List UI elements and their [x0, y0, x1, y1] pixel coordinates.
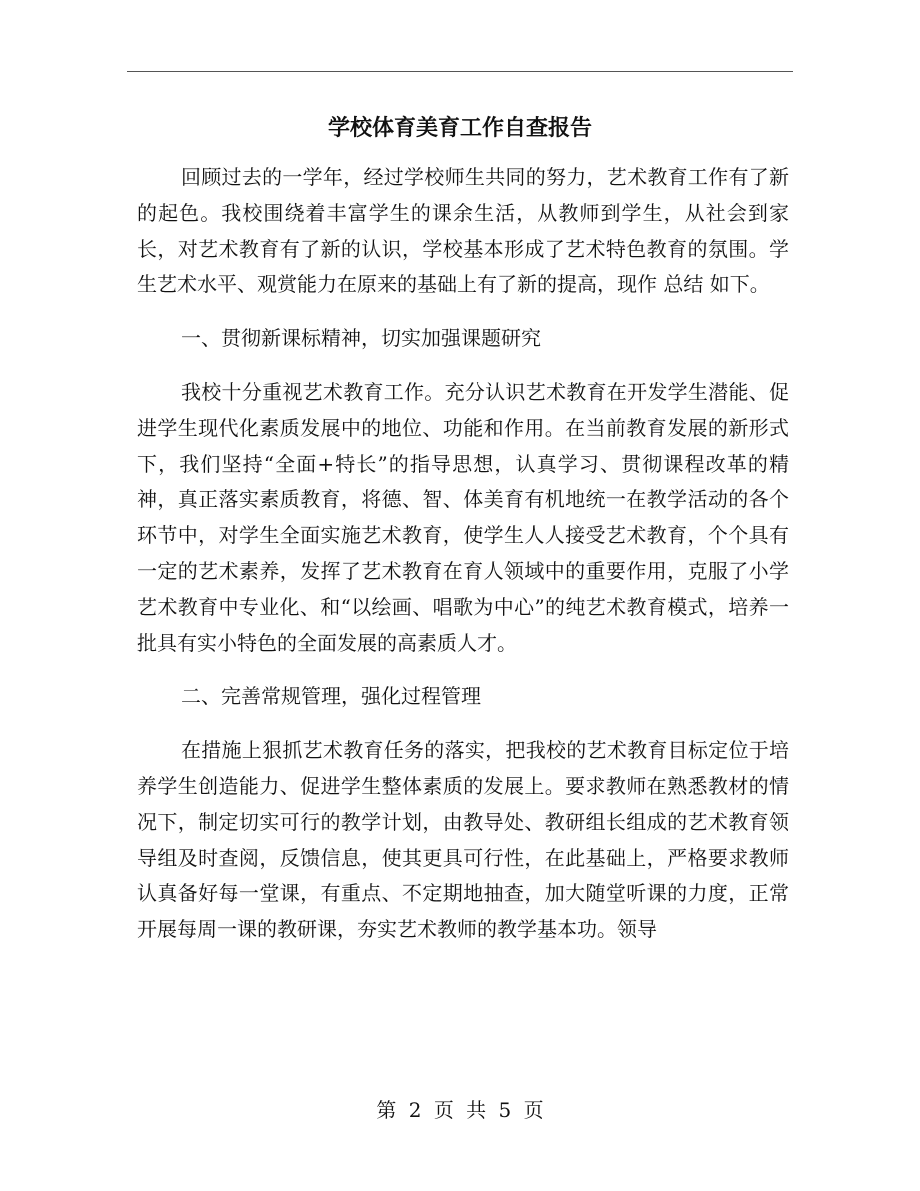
section-heading-2: 二、完善常规管理，强化过程管理 [181, 684, 481, 709]
section-heading-1: 一、贯彻新课标精神，切实加强课题研究 [181, 326, 541, 351]
section-paragraph-1: 我校十分重视艺术教育工作。充分认识艺术教育在开发学生潜能、促进学生现代化素质发展中的地位、功能和作用。在当前教育发展的新形式下，我们坚持“全面+特长”的指导思想，认真学习、贯彻课程改革的精神，真正落实素质教育，将德、智、体美育有机地统一在教学活动的各个环节中，对学生全面实施艺术教育，使学生人人接受艺术教育，个个具有一定的艺术素养，发挥了艺术教育在育人领域中的重要作用，克服了小学艺术教育中专业化、和“以绘画、唱歌为中心”的纯艺术教育模式，培养一批具有实小特色的全面发展的高素质人才。 [137, 379, 789, 655]
page-number-footer: 第 2 页 共 5 页 [376, 1098, 544, 1122]
intro-paragraph: 回顾过去的一学年，经过学校师生共同的努力，艺术教育工作有了新的起色。我校围绕着丰富学生的课余生活，从教师到学生，从社会到家长，对艺术教育有了新的认识，学校基本形成了艺术特色教育的氛围。学生艺术水平、观赏能力在原来的基础上有了新的提高，现作 总结 如下。 [137, 165, 789, 297]
document-body [137, 160, 789, 966]
header-rule [127, 71, 793, 72]
section-paragraph-2: 在措施上狠抓艺术教育任务的落实，把我校的艺术教育目标定位于培养学生创造能力、促进学生整体素质的发展上。要求教师在熟悉教材的情况下，制定切实可行的教学计划，由教导处、教研组长组成的艺术教育领导组及时查阅，反馈信息，使其更具可行性，在此基础上，严格要求教师认真备好每一堂课，有重点、不定期地抽查，加大随堂听课的力度，正常开展每周一课的教研课，夯实艺术教师的教学基本功。领导 [137, 738, 789, 942]
document-title: 学校体育美育工作自查报告 [327, 115, 592, 141]
